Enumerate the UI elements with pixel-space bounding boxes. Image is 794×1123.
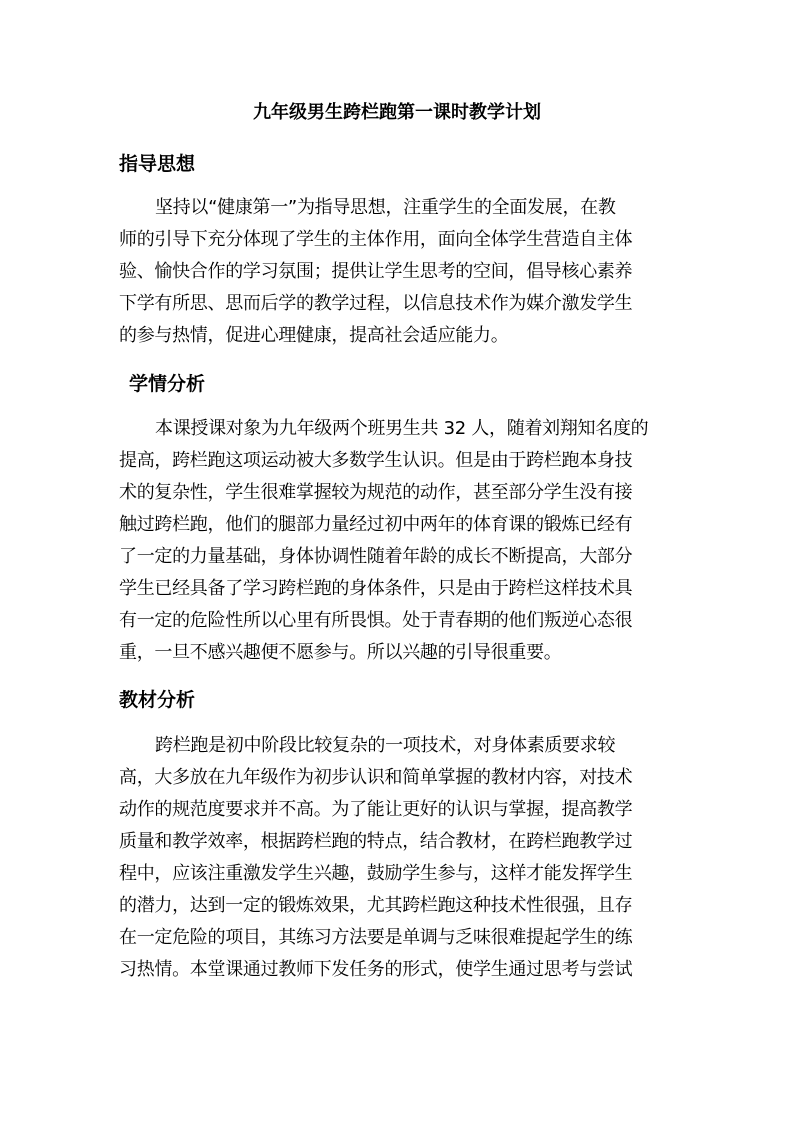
paragraph-line: 习热情。本堂课通过教师下发任务的形式，使学生通过思考与尝试 xyxy=(119,959,633,980)
section-heading-guiding-ideology: 指导思想 xyxy=(119,153,196,175)
paragraph-line: 跨栏跑是初中阶段比较复杂的一项技术，对身体素质要求较 xyxy=(155,735,616,756)
paragraph-line: 提高，跨栏跑这项运动被大多数学生认识。但是由于跨栏跑本身技 xyxy=(119,450,633,471)
paragraph-line: 下学有所思、思而后学的教学过程，以信息技术作为媒介激发学生 xyxy=(119,293,633,314)
paragraph-line: 坚持以“健康第一”为指导思想，注重学生的全面发展，在教 xyxy=(155,197,616,218)
section-paragraph-textbook-analysis xyxy=(119,730,679,986)
paragraph-line: 动作的规范度要求并不高。为了能让更好的认识与掌握，提高教学 xyxy=(119,799,633,820)
section-paragraph-guiding-ideology xyxy=(119,192,679,352)
document-title: 九年级男生跨栏跑第一课时教学计划 xyxy=(253,102,541,123)
paragraph-line: 质量和教学效率，根据跨栏跑的特点，结合教材，在跨栏跑教学过 xyxy=(119,831,633,852)
paragraph-line: 触过跨栏跑，他们的腿部力量经过初中两年的体育课的锻炼已经有 xyxy=(119,514,633,535)
paragraph-line: 程中，应该注重激发学生兴趣，鼓励学生参与，这样才能发挥学生 xyxy=(119,863,633,884)
paragraph-line: 高，大多放在九年级作为初步认识和简单掌握的教材内容，对技术 xyxy=(119,767,633,788)
paragraph-line: 的参与热情，促进心理健康，提高社会适应能力。 xyxy=(119,325,509,346)
paragraph-line: 学生已经具备了学习跨栏跑的身体条件，只是由于跨栏这样技术具 xyxy=(119,578,633,599)
section-heading-student-analysis: 学情分析 xyxy=(129,373,206,395)
section-heading-textbook-analysis: 教材分析 xyxy=(119,689,196,711)
paragraph-line: 重，一旦不感兴趣便不愿参与。所以兴趣的引导很重要。 xyxy=(119,642,562,663)
paragraph-line: 验、愉快合作的学习氛围；提供让学生思考的空间，倡导核心素养 xyxy=(119,261,633,282)
paragraph-line: 的潜力，达到一定的锻炼效果，尤其跨栏跑这种技术性很强，且存 xyxy=(119,895,633,916)
section-paragraph-student-analysis xyxy=(119,413,679,669)
paragraph-line: 有一定的危险性所以心里有所畏惧。处于青春期的他们叛逆心态很 xyxy=(119,610,633,631)
paragraph-line: 师的引导下充分体现了学生的主体作用，面向全体学生营造自主体 xyxy=(119,229,633,250)
paragraph-line: 了一定的力量基础，身体协调性随着年龄的成长不断提高，大部分 xyxy=(119,546,633,567)
paragraph-line: 术的复杂性，学生很难掌握较为规范的动作，甚至部分学生没有接 xyxy=(119,482,633,503)
paragraph-line: 在一定危险的项目，其练习方法要是单调与乏味很难提起学生的练 xyxy=(119,927,633,948)
paragraph-line: 本课授课对象为九年级两个班男生共 32 人，随着刘翔知名度的 xyxy=(155,418,649,439)
